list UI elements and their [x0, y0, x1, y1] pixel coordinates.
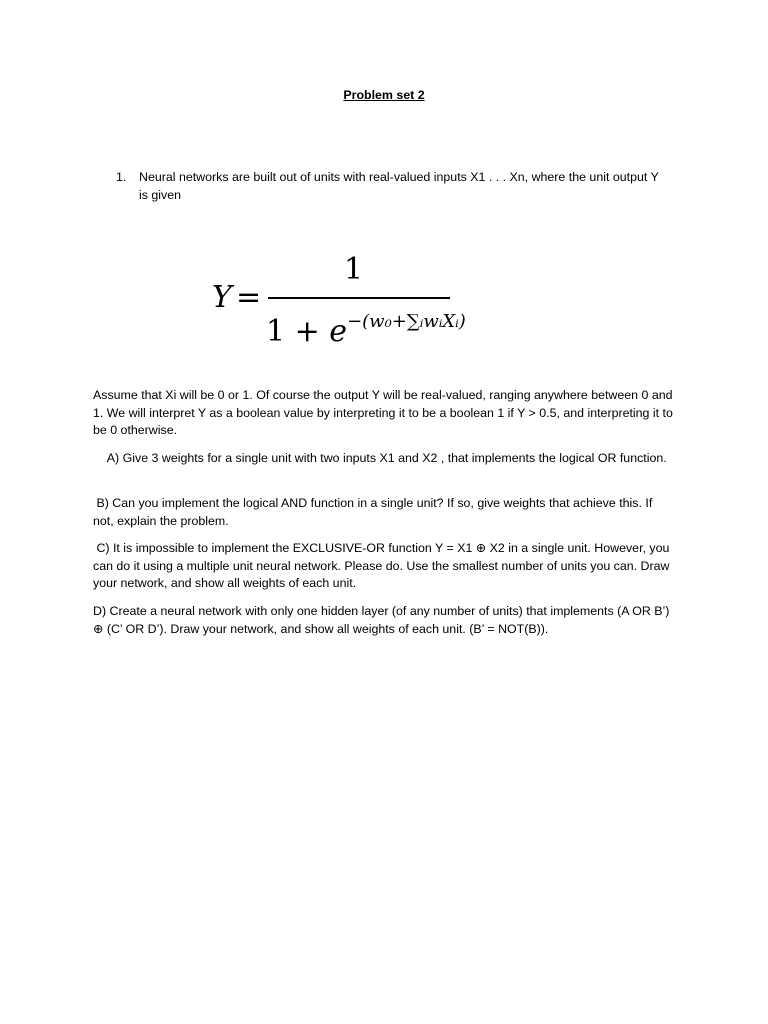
- question-number: 1.: [116, 170, 127, 184]
- part-c: C) It is impossible to implement the EXCLUSIVE-OR function Y = X1 ⊕ X2 in a single unit. However, you can do it using a multiple unit neural network. Please do. Use the smallest number of units you can. Draw your network, and show all weights of each unit.: [93, 541, 673, 591]
- question-text: Neural networks are built out of units with real-valued inputs X1 . . . Xn, where the unit output Y is given: [139, 170, 659, 202]
- formula-denominator: [266, 304, 466, 350]
- formula-equals: =: [236, 280, 262, 315]
- denominator-base: 1 +: [266, 314, 330, 349]
- part-b: B) Can you implement the logical AND function in a single unit? If so, give weights that achieve this. If not, explain the problem.: [93, 496, 656, 528]
- assumption-paragraph: Assume that Xi will be 0 or 1. Of course the output Y will be real-valued, ranging anywhere between 0 and 1. We will interpret Y as a boolean value by interpreting it to be a boolean 1 if Y > 0.5, and interpreting it to be 0 otherwise.: [93, 388, 673, 438]
- part-d: D) Create a neural network with only one hidden layer (of any number of units) that implements (A OR B’) ⊕ (C’ OR D’). Draw your network, and show all weights of each unit. (B’ = NOT(B)).: [93, 604, 670, 636]
- denominator-e: e: [329, 314, 348, 349]
- part-a: A) Give 3 weights for a single unit with two inputs X1 and X2 , that implements the logical OR function.: [93, 451, 667, 465]
- formula-numerator: 1: [344, 252, 364, 287]
- formula-lhs: Y: [212, 280, 232, 315]
- page-title: Problem set 2: [343, 88, 425, 102]
- sigmoid-formula: [208, 252, 468, 348]
- fraction-bar: [268, 297, 450, 299]
- denominator-exponent: −(w₀+∑ᵢwᵢXᵢ): [347, 311, 466, 332]
